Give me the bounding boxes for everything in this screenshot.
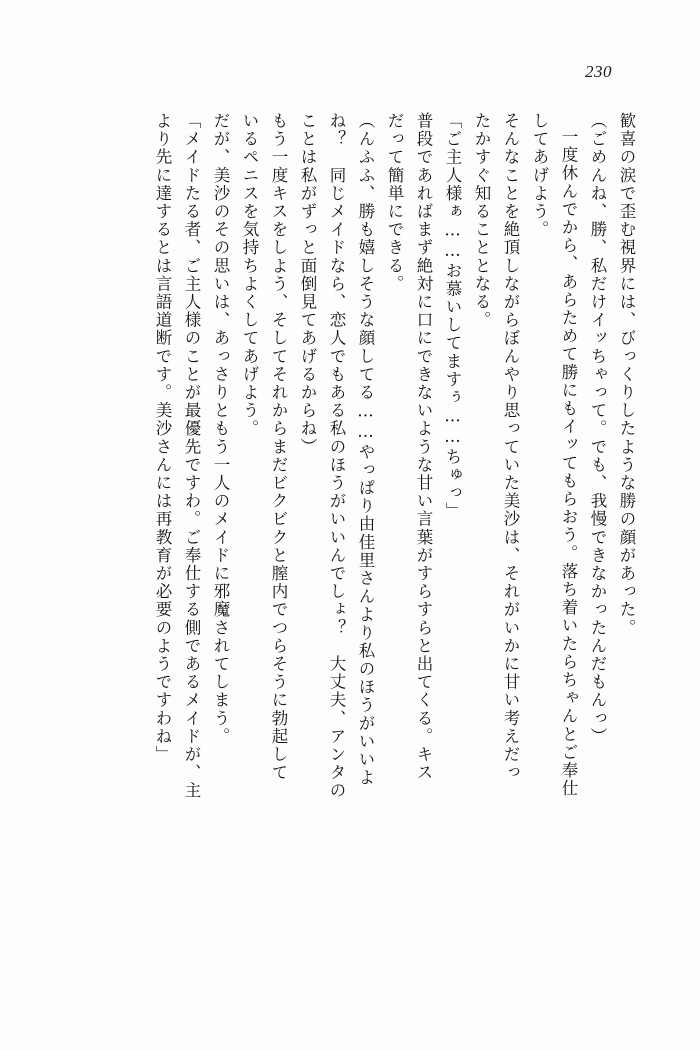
text-line: （んふふ、勝も嬉しそうな顔してる……やっぱり由佳里さんより私のほうがいいよ [356, 112, 375, 787]
text-line: 一度休んでから、あらためて勝にもイッてもらおう。落ち着いたらちゃんとご奉仕 [559, 128, 578, 798]
text-line: ことは私がずっと面倒見てあげるからね） [298, 112, 317, 456]
text-line: （ごめんね、勝、私だけイッちゃって。でも、我慢できなかったんだもんっ） [588, 112, 607, 746]
text-line: ね？ 同じメイドなら、恋人でもある私のほうがいいんでしょ？ 大丈夫、アンタの [327, 112, 346, 800]
text-line: してあげよう。 [530, 112, 549, 239]
text-line: 歓喜の涙で歪む視界には、びっくりしたような勝の顔があった。 [617, 112, 636, 637]
text-line: だが、美沙のその思いは、あっさりともう一人のメイドに邪魔されてしまう。 [211, 112, 230, 746]
page-number: 230 [585, 62, 612, 81]
text-line: もう一度キスをしよう、そしてそれからまだビクビクと膣内でつらそうに勃起して [269, 112, 288, 782]
text-line: より先に達するとは言語道断です。美沙さんには再教育が必要のようですわね」 [153, 112, 172, 764]
text-line: だって簡単にできる。 [385, 112, 404, 293]
text-line: 普段であればまず絶対に口にできないような甘い言葉がすらすらと出てくる。キス [414, 112, 433, 782]
text-line: いるペニスを気持ちよくしてあげよう。 [240, 112, 259, 438]
text-line: そんなことを絶頂しながらぼんやり思っていた美沙は、それがいかに甘い考えだっ [501, 112, 520, 782]
vertical-text-block [66, 112, 634, 932]
text-line: たかすぐ知ることとなる。 [472, 112, 491, 330]
text-line: 「メイドたる者、ご主人様のことが最優先ですわ。ご奉仕する側であるメイドが、主 [182, 112, 201, 800]
text-line: 「ご主人様ぁ……お慕いしてますぅ……ちゅっ」 [443, 112, 462, 521]
